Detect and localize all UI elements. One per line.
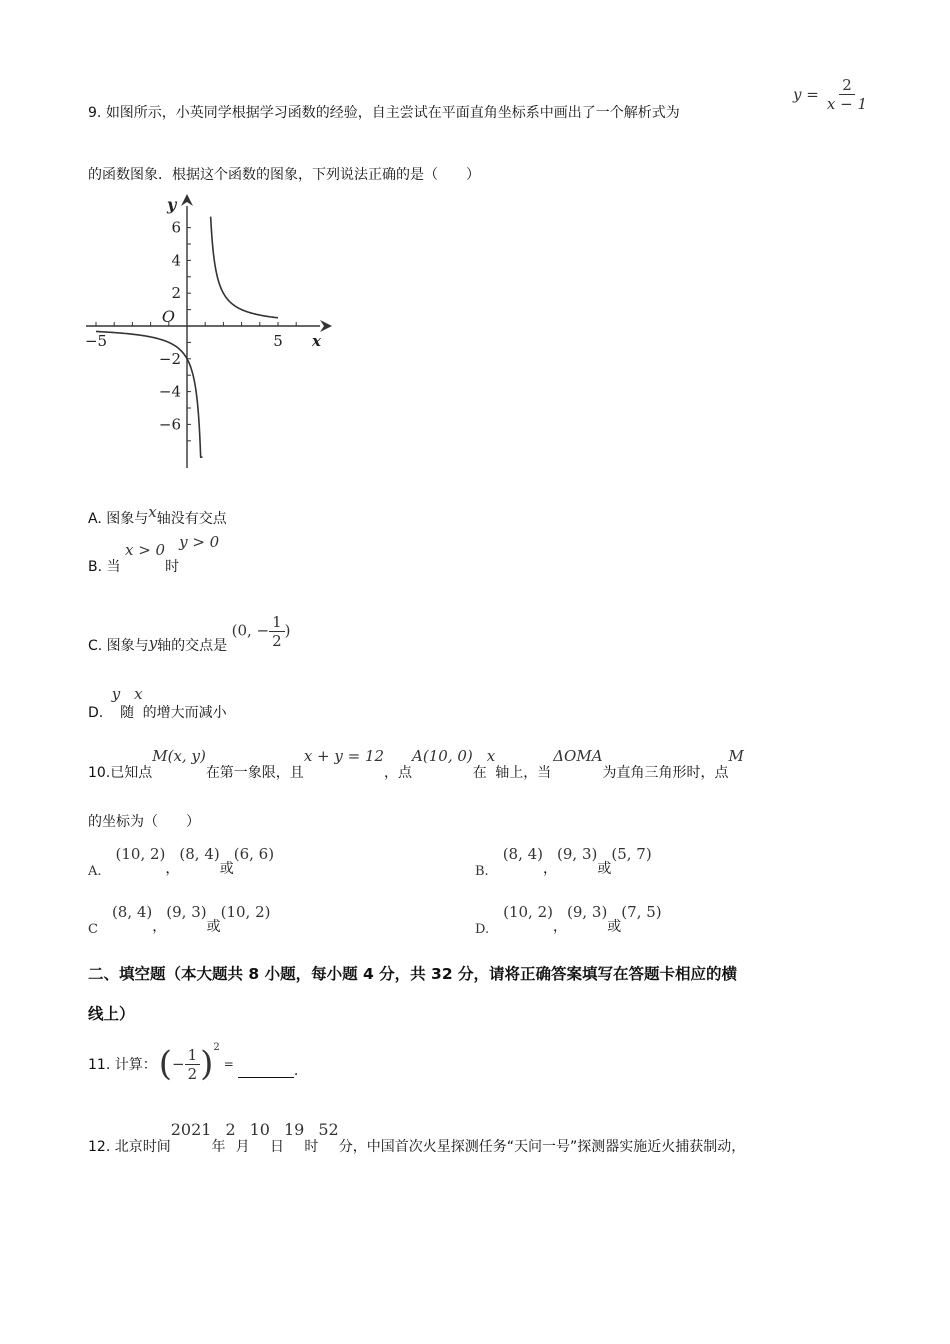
q9-text2: 的函数图象．根据这个函数的图象，下列说法正确的是（ ） bbox=[88, 167, 480, 183]
function-graph bbox=[84, 192, 334, 474]
q10-t1: 已知点 bbox=[110, 765, 153, 781]
q10-number: 10. bbox=[88, 765, 111, 781]
q9-option-c-var: y bbox=[148, 633, 158, 652]
curve-right-branch bbox=[211, 217, 278, 318]
q9-option-d-tail: 的增大而减小 bbox=[142, 705, 227, 721]
q11-exponent: 2 bbox=[213, 1042, 220, 1053]
q10-option-a-label: A. bbox=[88, 864, 102, 879]
y-tick-label: −2 bbox=[158, 349, 181, 368]
y-axis-arrow bbox=[181, 194, 193, 206]
y-tick-label: −4 bbox=[158, 382, 181, 401]
q12-hour: 19 bbox=[283, 1120, 305, 1139]
q9-formula-den: x − 1 bbox=[826, 95, 868, 113]
q9-text1: 如图所示，小英同学根据学习函数的经验，自主尝试在平面直角坐标系中画出了一个解析式为 bbox=[105, 105, 680, 121]
q10-option-c-p2: (9, 3) bbox=[166, 903, 207, 921]
q10-option-c-label: C bbox=[88, 922, 98, 937]
q10-option-c-comma: ， bbox=[152, 919, 167, 935]
q10-option-c bbox=[88, 902, 271, 937]
q10-x-var: x bbox=[486, 747, 496, 765]
q10-t2: 在第一象限，且 bbox=[205, 765, 304, 781]
q12-ri: 日 bbox=[269, 1139, 284, 1155]
q10-option-a-comma: ， bbox=[165, 861, 180, 877]
q9-option-b-cond2: y > 0 bbox=[179, 533, 220, 551]
q10-option-b-label: B. bbox=[475, 864, 489, 879]
q12-nian: 年 bbox=[211, 1139, 226, 1155]
q9-option-a bbox=[88, 503, 227, 528]
q9-option-a-label: A. 图象与 bbox=[88, 511, 149, 527]
q9-option-d-var-x: x bbox=[134, 685, 143, 703]
q9-option-a-tail: 轴没有交点 bbox=[156, 511, 227, 527]
q10-option-b-p2: (9, 3) bbox=[557, 845, 598, 863]
q10-option-b-or: 或 bbox=[597, 861, 612, 877]
q10-option-d bbox=[475, 902, 662, 937]
graph-axes bbox=[86, 194, 332, 468]
q9-option-d-var-y: y bbox=[111, 685, 121, 703]
q11-answer-blank[interactable] bbox=[238, 1065, 294, 1078]
section2-heading-line1: 二、填空题（本大题共 8 小题，每小题 4 分，共 32 分，请将正确答案填写在答题卡相应的横 bbox=[88, 965, 738, 983]
q10-option-d-p2: (9, 3) bbox=[566, 903, 608, 921]
q10-option-a-p3: (6, 6) bbox=[233, 845, 275, 863]
q9-option-b-mid: 时 bbox=[165, 559, 180, 575]
q9-option-c bbox=[88, 613, 291, 654]
q10-t5: 轴上，当 bbox=[495, 765, 552, 781]
q10-option-a-p2: (8, 4) bbox=[179, 845, 220, 863]
q10-t6: 为直角三角形时，点 bbox=[602, 765, 729, 781]
q10-option-d-label: D. bbox=[475, 922, 490, 937]
q9-option-c-point-open: (0, − bbox=[231, 621, 270, 640]
q12-yue: 月 bbox=[235, 1139, 250, 1155]
q9-formula-lhs: y = bbox=[793, 85, 819, 104]
q10-equation: x + y = 12 bbox=[303, 747, 385, 765]
q11-paren-close: ) bbox=[200, 1044, 214, 1084]
q10-option-c-p3: (10, 2) bbox=[220, 903, 271, 921]
q9-number: 9. bbox=[88, 105, 102, 121]
q10-option-c-p1: (8, 4) bbox=[111, 903, 153, 921]
x-axis-label: x bbox=[312, 332, 321, 350]
x-axis-arrow bbox=[320, 320, 332, 332]
q9-option-d-label: D. bbox=[88, 705, 104, 721]
q10-point-m: M(x, y) bbox=[152, 747, 206, 765]
graph-labels bbox=[85, 195, 322, 433]
q10-option-b-p1: (8, 4) bbox=[502, 845, 544, 863]
q9-line1 bbox=[88, 102, 680, 122]
q9-option-c-num: 1 bbox=[269, 613, 285, 632]
q11-paren-open: ( bbox=[158, 1044, 172, 1084]
q10-t7: 的坐标为（ ） bbox=[88, 814, 200, 830]
q9-formula bbox=[793, 76, 870, 113]
q10-point-a: A(10, 0) bbox=[412, 747, 473, 765]
q9-option-b-cond1: x > 0 bbox=[124, 541, 166, 559]
q9-option-a-var: x bbox=[148, 503, 157, 521]
q9-option-b bbox=[88, 533, 220, 575]
q10-option-d-comma: ， bbox=[552, 919, 567, 935]
q11-minus: − bbox=[171, 1055, 185, 1073]
q12-tail: 分，中国首次火星探测任务“天问一号”探测器实施近火捕获制动， bbox=[338, 1139, 746, 1155]
q9-option-b-label: B. 当 bbox=[88, 559, 121, 575]
q10-option-a-or: 或 bbox=[219, 861, 234, 877]
q11-den: 2 bbox=[187, 1064, 198, 1083]
q10-t3: ，点 bbox=[384, 765, 413, 781]
q12-label: 12. 北京时间 bbox=[88, 1139, 171, 1155]
y-tick-label: 4 bbox=[171, 251, 181, 270]
q10-option-a-p1: (10, 2) bbox=[115, 845, 166, 863]
q10-line1 bbox=[88, 746, 744, 781]
q10-option-c-or: 或 bbox=[206, 919, 221, 935]
q12-year: 2021 bbox=[170, 1120, 212, 1139]
x-tick-label: 5 bbox=[273, 332, 283, 350]
q12-line bbox=[88, 1120, 746, 1155]
y-axis-label: y bbox=[167, 195, 177, 214]
x-tick-label: −5 bbox=[84, 332, 108, 350]
q10-option-d-p1: (10, 2) bbox=[503, 903, 553, 921]
origin-label: O bbox=[161, 307, 175, 326]
q10-option-b-comma: ， bbox=[543, 861, 558, 877]
q12-day: 10 bbox=[249, 1120, 270, 1139]
section2-heading-line2: 线上） bbox=[88, 1005, 135, 1023]
q9-option-c-mid: 轴的交点是 bbox=[157, 637, 228, 654]
q11-num: 1 bbox=[185, 1046, 201, 1065]
q9-formula-num: 2 bbox=[839, 76, 855, 95]
q11-period: . bbox=[293, 1063, 299, 1079]
q11 bbox=[88, 1040, 298, 1088]
q12-month: 2 bbox=[225, 1120, 236, 1139]
q12-minute: 52 bbox=[318, 1120, 339, 1139]
q9-option-c-label: C. 图象与 bbox=[88, 637, 149, 654]
q10-m-var: M bbox=[728, 747, 744, 765]
q10-option-a bbox=[88, 844, 275, 879]
q11-equals: = bbox=[223, 1057, 234, 1071]
y-tick-label: −6 bbox=[158, 415, 181, 434]
q11-label: 11. 计算： bbox=[88, 1057, 157, 1073]
q9-option-d bbox=[88, 684, 227, 721]
y-tick-label: 6 bbox=[171, 218, 181, 237]
q9-option-c-point-close: ) bbox=[284, 621, 291, 640]
q10-t4: 在 bbox=[472, 765, 487, 781]
q10-option-b bbox=[475, 844, 652, 879]
q10-option-d-or: 或 bbox=[607, 919, 622, 935]
y-tick-label: 2 bbox=[171, 284, 181, 303]
q12-shi: 时 bbox=[304, 1139, 319, 1155]
q9-option-d-mid: 随 bbox=[120, 705, 135, 721]
q10-option-b-p3: (5, 7) bbox=[611, 845, 652, 863]
q10-triangle: ΔOMA bbox=[553, 747, 603, 765]
q9-option-c-den: 2 bbox=[272, 632, 282, 650]
q10-option-d-p3: (7, 5) bbox=[621, 903, 662, 921]
